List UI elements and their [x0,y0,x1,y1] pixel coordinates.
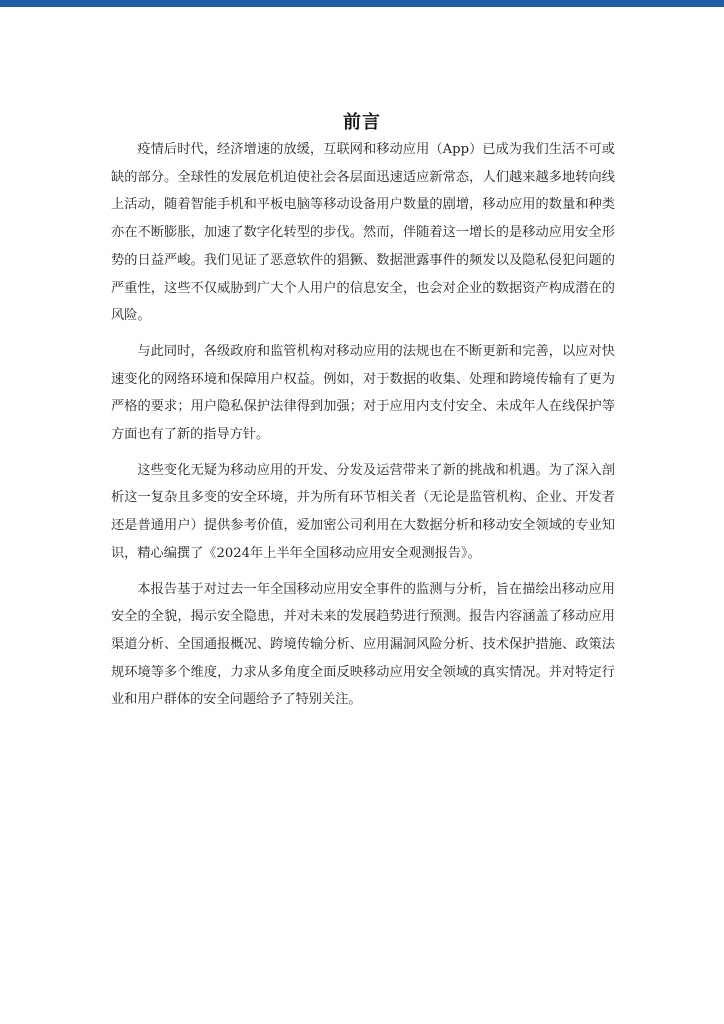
paragraph: 本报告基于对过去一年全国移动应用安全事件的监测与分析，旨在描绘出移动应用安全的全貌，揭示安全隐患，并对未来的发展趋势进行预测。报告内容涵盖了移动应用渠道分析、全国通报概况、跨境传输分析、应用漏洞风险分析、技术保护措施、政策法规环境等多个维度，力求从多角度全面反映移动应用安全领域的真实情况。并对特定行业和用户群体的安全问题给予了特别关注。 [111,581,615,708]
paragraph: 与此同时，各级政府和监管机构对移动应用的法规也在不断更新和完善，以应对快速变化的网络环境和保障用户权益。例如，对于数据的收集、处理和跨境传输有了更为严格的要求；用户隐私保护法律得到加强；对于应用内支付安全、未成年人在线保护等方面也有了新的指导方针。 [111,343,615,443]
document-body [111,136,615,722]
page-title: 前言 [343,112,381,134]
header-accent-bar [0,0,724,7]
paragraph: 这些变化无疑为移动应用的开发、分发及运营带来了新的挑战和机遇。为了深入剖析这一复杂且多变的安全环境，并为所有环节相关者（无论是监管机构、企业、开发者还是普通用户）提供参考价值，爱加密公司利用在大数据分析和移动安全领域的专业知识，精心编撰了《2024年上半年全国移动应用安全观测报告》。 [111,462,615,561]
paragraph: 疫情后时代，经济增速的放缓，互联网和移动应用（App）已成为我们生活不可或缺的部分。全球性的发展危机迫使社会各层面迅速适应新常态，人们越来越多地转向线上活动，随着智能手机和平板电脑等移动设备用户数量的剧增，移动应用的数量和种类亦在不断膨胀，加速了数字化转型的步伐。然而，伴随着这一增长的是移动应用安全形势的日益严峻。我们见证了恶意软件的猖獗、数据泄露事件的频发以及隐私侵犯问题的严重性，这些不仅威胁到广大个人用户的信息安全，也会对企业的数据资产构成潜在的风险。 [111,142,615,324]
